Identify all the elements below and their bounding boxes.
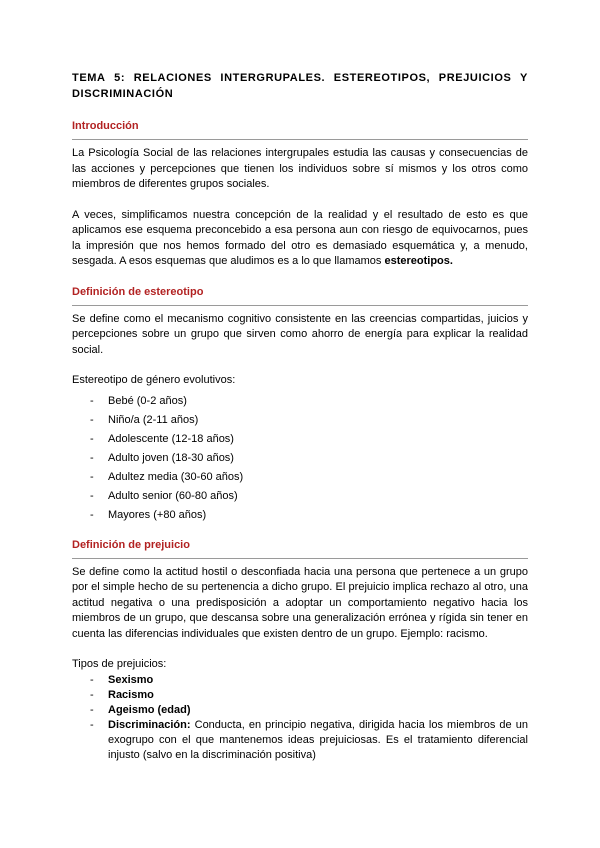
section-divider xyxy=(72,139,528,140)
list-label-estereotipos: Estereotipo de género evolutivos: xyxy=(72,374,236,386)
paragraph-intro-2 xyxy=(72,208,528,270)
list-item: - Adolescente (12-18 años) xyxy=(90,432,234,445)
list-item: - Adultez media (30-60 años) xyxy=(90,470,244,483)
title-word: 5: xyxy=(114,72,126,84)
title-line-2: DISCRIMINACIÓN xyxy=(72,88,174,100)
section-divider xyxy=(72,558,528,559)
title-word: TEMA xyxy=(72,72,106,84)
bold-term-estereotipos: estereotipos. xyxy=(384,255,453,267)
paragraph-estereotipo: Se define como el mecanismo cognitivo consistente en las creencias compartidas, juicios y percepciones sobre un grupo que sirven como ahorro de energía para explicar la realidad social. xyxy=(72,312,528,356)
prejuicio-list xyxy=(72,673,528,763)
estereotipo-list xyxy=(72,392,528,525)
list-label-prejuicios: Tipos de prejuicios: xyxy=(72,658,167,670)
list-item: - Sexismo xyxy=(90,673,154,686)
title-word: Y xyxy=(520,72,528,84)
title-word: PREJUICIOS xyxy=(438,72,512,84)
list-item: - Mayores (+80 años) xyxy=(90,508,207,521)
title-word: ESTEREOTIPOS, xyxy=(333,72,431,84)
list-item: - Bebé (0-2 años) xyxy=(90,394,187,407)
list-item: - Racismo xyxy=(90,688,154,701)
document-title xyxy=(72,70,528,102)
title-line-1 xyxy=(72,70,528,86)
section-heading-estereotipo: Definición de estereotipo xyxy=(72,285,204,298)
list-item: - Adulto senior (60-80 años) xyxy=(90,489,238,502)
paragraph-text: A veces, simplificamos nuestra concepción de la realidad y el resultado de esto es que aplicamos ese esquema preconcebido a esa persona aun con riesgo de equivocarnos, pues la impresión que nos hemos formado del otro es demasiado esquemática y, a menudo, sesgada. A esos esquemas que aludimos es a lo que llamamos xyxy=(72,208,528,267)
section-heading-introduccion: Introducción xyxy=(72,120,139,132)
bold-term-discriminacion: Discriminación: xyxy=(108,718,191,731)
list-item: - Ageismo (edad) xyxy=(90,703,191,716)
list-item: - Adulto joven (18-30 años) xyxy=(90,451,234,464)
paragraph-prejuicio: Se define como la actitud hostil o desconfiada hacia una persona que pertenece a un grupo por el simple hecho de su pertenencia a dicho grupo. El prejuicio implica rechazo al otro, una actitud negativa o una predisposición a adoptar un comportamiento negativo hacia los miembros de un grupo, que descansa sobre una generalización errónea y rígida sin tener en cuenta las diferencias individuales que existen dentro de un grupo. Ejemplo: racismo. xyxy=(72,565,528,640)
title-word: INTERGRUPALES. xyxy=(220,72,326,84)
section-divider xyxy=(72,305,528,306)
document-page xyxy=(72,70,528,763)
paragraph-intro-1: La Psicología Social de las relaciones intergrupales estudia las causas y consecuencias de las acciones y percepciones que tienen los individuos sobre sí mismos y los otros como miembros de diferentes grupos sociales. xyxy=(72,147,528,190)
section-heading-prejuicio: Definición de prejuicio xyxy=(72,538,190,551)
list-item: - Niño/a (2-11 años) xyxy=(90,413,199,426)
title-word: RELACIONES xyxy=(133,72,212,84)
list-item: - Discriminación: Conducta, en principio negativa, dirigida hacia los miembros de un exogrupo con el que mantenemos ideas prejuiciosas. Es el tratamiento diferencial injusto (salvo en la discriminación positiva) xyxy=(90,718,528,761)
